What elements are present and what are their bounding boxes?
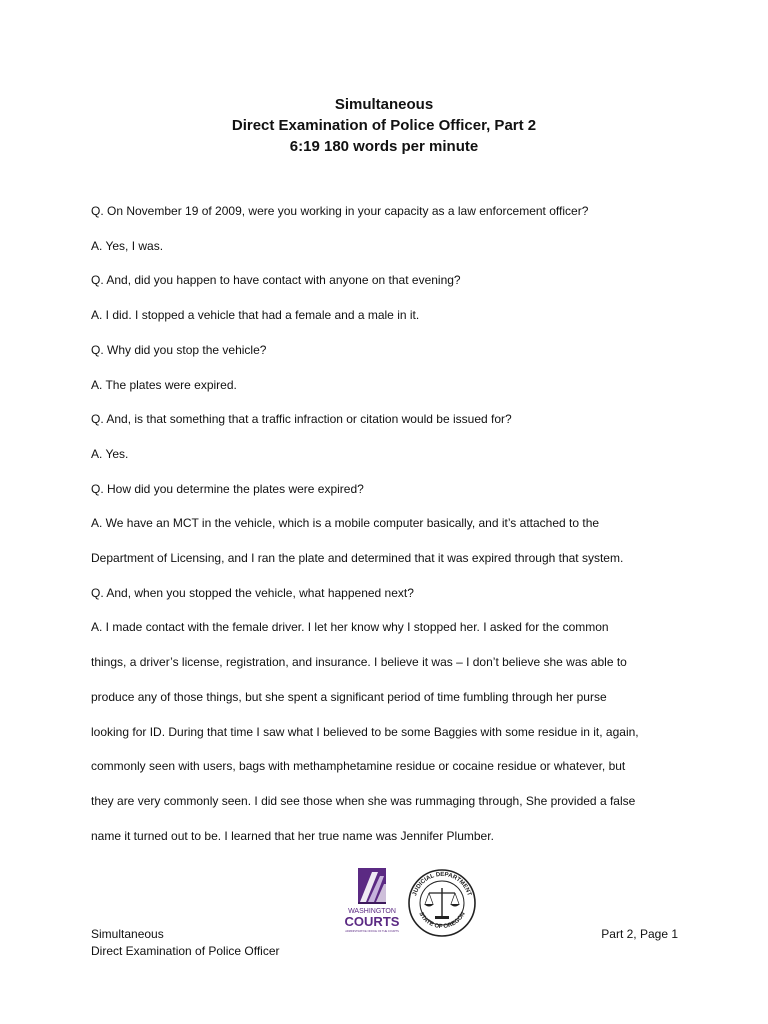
- transcript-line: things, a driver’s license, registration, and insurance. I believe it was – I don’t believe she was able to: [91, 655, 627, 670]
- transcript-body: [91, 194, 691, 853]
- header-timing: 6:19 180 words per minute: [289, 138, 479, 155]
- transcript-line: Q. And, when you stopped the vehicle, what happened next?: [91, 585, 414, 600]
- seal-text-top: JUDICIAL DEPARTMENT: [412, 871, 472, 897]
- washington-courts-logo-tagline: ADMINISTRATIVE OFFICE OF THE COURTS: [345, 930, 399, 933]
- document-header: [0, 94, 768, 157]
- transcript-line: they are very commonly seen. I did see those when she was rummaging through, She provided a false: [91, 793, 636, 808]
- header-title: Simultaneous: [334, 96, 434, 113]
- washington-courts-logo: [345, 868, 400, 933]
- footer-title: Simultaneous: [91, 927, 164, 941]
- transcript-line: name it turned out to be. I learned that her true name was Jennifer Plumber.: [91, 828, 494, 843]
- transcript-line: Q. And, did you happen to have contact with anyone on that evening?: [91, 273, 461, 288]
- seal-text-bottom: STATE OF OREGON: [417, 911, 467, 931]
- footer-left: [91, 926, 280, 960]
- transcript-line: A. Yes, I was.: [91, 238, 164, 253]
- transcript-line: Q. And, is that something that a traffic infraction or citation would be issued for?: [91, 412, 512, 427]
- transcript-line: Q. On November 19 of 2009, were you working in your capacity as a law enforcement officer?: [91, 204, 589, 218]
- transcript-line: A. The plates were expired.: [91, 377, 237, 392]
- transcript-line: A. I did. I stopped a vehicle that had a female and a male in it.: [91, 308, 420, 323]
- page-number: Part 2, Page 1: [601, 927, 678, 941]
- transcript-line: commonly seen with users, bags with methamphetamine residue or cocaine residue or whatever, but: [91, 759, 626, 774]
- transcript-line: A. We have an MCT in the vehicle, which is a mobile computer basically, and it’s attached to the: [91, 516, 600, 531]
- footer-logos: [338, 866, 478, 940]
- transcript-line: Q. How did you determine the plates were expired?: [91, 481, 364, 496]
- transcript-line: A. Yes.: [91, 446, 129, 461]
- transcript-line: produce any of those things, but she spent a significant period of time fumbling through her purse: [91, 689, 607, 704]
- transcript-line: A. I made contact with the female driver. I let her know why I stopped her. I asked for the common: [91, 620, 609, 635]
- footer-subtitle: Direct Examination of Police Officer: [91, 944, 280, 958]
- header-subtitle: Direct Examination of Police Officer, Part 2: [231, 117, 537, 134]
- washington-courts-logo-line2: COURTS: [344, 914, 400, 929]
- oregon-judicial-department-seal: [409, 870, 475, 936]
- washington-courts-logo-line1: WASHINGTON: [348, 908, 396, 915]
- transcript-line: looking for ID. During that time I saw what I believed to be some Baggies with some residue in it, again,: [91, 724, 639, 739]
- transcript-line: Department of Licensing, and I ran the plate and determined that it was expired through that system.: [91, 551, 624, 566]
- transcript-line: Q. Why did you stop the vehicle?: [91, 342, 267, 357]
